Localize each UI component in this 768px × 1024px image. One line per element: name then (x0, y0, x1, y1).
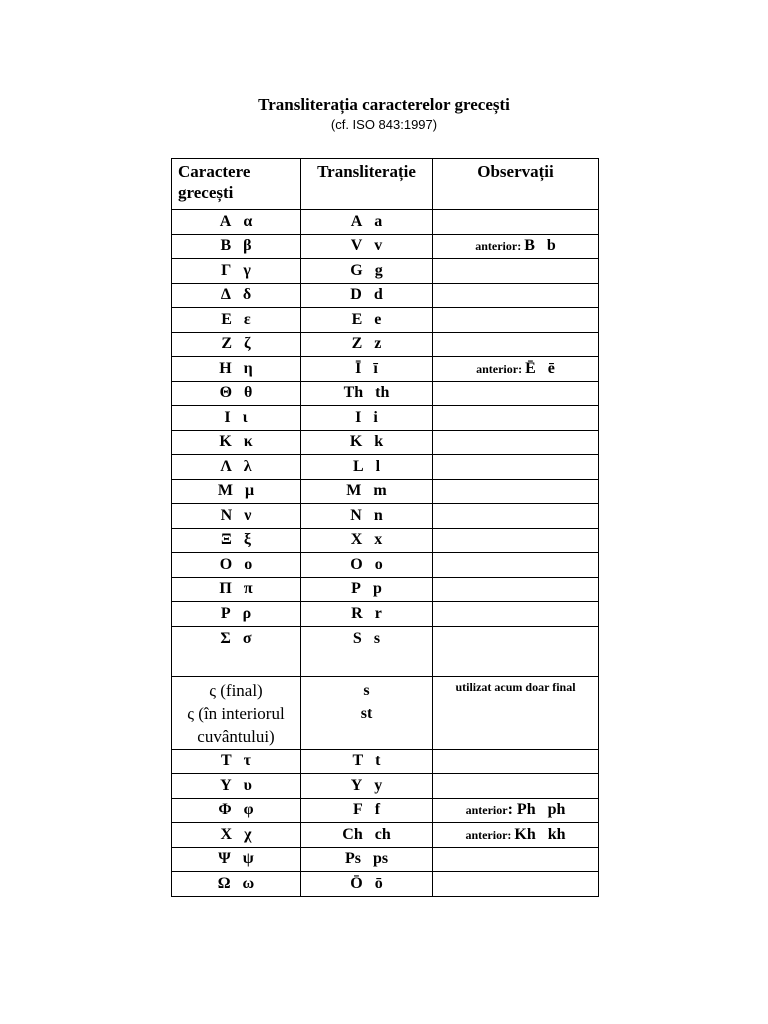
greek-cell (172, 872, 301, 897)
greek-cell (172, 528, 301, 553)
greek-upper: Ρ (220, 604, 231, 622)
greek-lower: ζ (244, 335, 251, 353)
greek-upper: Ζ (221, 335, 233, 353)
greek-upper: Ο (219, 555, 233, 573)
note-cell (433, 308, 599, 333)
table-row (172, 602, 599, 627)
greek-upper: Ν (220, 506, 233, 524)
note-cell (433, 406, 599, 431)
latin-upper: M (346, 482, 362, 500)
latin-cell (301, 504, 433, 529)
greek-lower: φ (243, 801, 254, 819)
note-cell (433, 455, 599, 480)
latin-upper: S (352, 629, 362, 647)
note-cell (433, 259, 599, 284)
document-subtitle: (cf. ISO 843:1997) (330, 117, 438, 132)
latin-cell (301, 823, 433, 848)
table-row (172, 774, 599, 799)
latin-cell (301, 381, 433, 406)
table-row (172, 479, 599, 504)
greek-lower: ο (244, 555, 253, 573)
greek-lower: ρ (242, 604, 252, 622)
latin-upper: Ō (350, 874, 363, 892)
note-cell (433, 749, 599, 774)
latin-cell (301, 774, 433, 799)
final-sigma-latin-cell (301, 676, 433, 749)
table-row (172, 528, 599, 553)
note-cell (433, 823, 599, 848)
latin-cell (301, 749, 433, 774)
latin-cell (301, 553, 433, 578)
latin-lower: g (374, 261, 383, 279)
header-observations: Observații (433, 159, 599, 210)
latin-upper: F (352, 801, 363, 819)
greek-lower: σ (242, 629, 252, 647)
greek-cell (172, 774, 301, 799)
greek-upper: Θ (219, 384, 233, 402)
table-row (172, 872, 599, 897)
latin-upper: Ps (344, 850, 361, 868)
greek-cell (172, 381, 301, 406)
latin-upper: R (351, 604, 363, 622)
greek-cell (172, 234, 301, 259)
latin-lower: z (374, 335, 382, 353)
latin-lower: n (373, 506, 383, 524)
greek-cell (172, 798, 301, 823)
header-greek-characters: Caractere grecești (172, 159, 301, 210)
latin-upper: O (350, 555, 363, 573)
greek-lower: τ (243, 752, 252, 770)
table-row (172, 553, 599, 578)
table-row (172, 234, 599, 259)
table-row (172, 308, 599, 333)
greek-cell (172, 332, 301, 357)
latin-cell (301, 234, 433, 259)
greek-cell (172, 259, 301, 284)
table-row (172, 823, 599, 848)
latin-lower: r (374, 604, 382, 622)
greek-upper: Ξ (221, 531, 232, 549)
interior-sigma-line: ς (în interiorul (187, 703, 285, 723)
greek-upper: Δ (220, 286, 231, 304)
greek-upper: Σ (220, 629, 231, 647)
latin-cell (301, 626, 433, 676)
greek-upper: Π (219, 580, 232, 598)
latin-upper: E (351, 310, 363, 328)
latin-lower: p (372, 580, 382, 598)
note-cell (433, 234, 599, 259)
final-sigma-line: ς (final) (209, 680, 263, 700)
greek-lower: μ (245, 482, 255, 500)
interior-sigma-line-cont: cuvântului) (197, 726, 275, 746)
latin-cell (301, 798, 433, 823)
table-row (172, 332, 599, 357)
greek-cell (172, 479, 301, 504)
greek-cell (172, 626, 301, 676)
note-cell (433, 357, 599, 382)
latin-lower: t (375, 752, 381, 770)
greek-upper: Η (219, 359, 232, 377)
latin-upper: A (350, 212, 363, 230)
greek-upper: Ψ (218, 850, 231, 868)
latin-upper: Th (343, 384, 364, 402)
latin-cell (301, 308, 433, 333)
greek-lower: χ (244, 825, 252, 843)
greek-upper: Φ (218, 801, 232, 819)
latin-cell (301, 259, 433, 284)
greek-cell (172, 455, 301, 480)
greek-cell (172, 553, 301, 578)
greek-lower: λ (243, 457, 252, 475)
latin-upper: X (350, 531, 363, 549)
transliteration-table (171, 158, 599, 897)
latin-upper: K (349, 433, 363, 451)
note-cell (433, 528, 599, 553)
latin-lower: f (374, 801, 381, 819)
table-row (172, 430, 599, 455)
latin-lower: ī (373, 359, 378, 377)
greek-cell (172, 749, 301, 774)
greek-upper: Α (219, 212, 232, 230)
final-sigma-greek-cell (172, 676, 301, 749)
latin-upper: P (351, 580, 361, 598)
final-sigma-note-cell: utilizat acum doar final (433, 676, 599, 749)
greek-cell (172, 406, 301, 431)
note-value: : Ph ph (507, 801, 566, 819)
greek-upper: Τ (220, 752, 232, 770)
latin-cell (301, 479, 433, 504)
greek-lower: θ (244, 384, 253, 402)
latin-lower: y (374, 776, 383, 794)
note-cell (433, 479, 599, 504)
greek-upper: Ε (221, 310, 232, 328)
note-cell (433, 798, 599, 823)
final-latin-line1: s (363, 681, 370, 699)
note-cell (433, 577, 599, 602)
latin-upper: G (350, 261, 363, 279)
note-cell (433, 381, 599, 406)
note-value: B b (524, 237, 556, 255)
greek-lower: ι (242, 408, 248, 426)
latin-cell (301, 210, 433, 235)
greek-upper: Ι (224, 408, 231, 426)
latin-lower: s (373, 629, 381, 647)
latin-upper: Y (350, 776, 363, 794)
latin-lower: th (375, 384, 390, 402)
greek-cell (172, 577, 301, 602)
greek-upper: Μ (217, 482, 234, 500)
greek-cell (172, 823, 301, 848)
latin-upper: Z (351, 335, 363, 353)
header-transliteration: Transliterație (301, 159, 433, 210)
table-row (172, 455, 599, 480)
greek-upper: Ω (217, 874, 231, 892)
latin-lower: l (375, 457, 381, 475)
greek-lower: β (243, 237, 252, 255)
latin-lower: a (374, 212, 383, 230)
greek-cell (172, 210, 301, 235)
table-row (172, 406, 599, 431)
greek-cell (172, 308, 301, 333)
note-label: anterior (465, 803, 508, 818)
latin-upper: V (350, 237, 363, 255)
latin-upper: I (355, 408, 362, 426)
greek-cell (172, 602, 301, 627)
table-row (172, 749, 599, 774)
table-row (172, 381, 599, 406)
latin-lower: ō (374, 874, 383, 892)
latin-cell (301, 455, 433, 480)
latin-cell (301, 847, 433, 872)
table-header-row (172, 159, 599, 210)
table-row (172, 798, 599, 823)
greek-lower: ω (242, 874, 255, 892)
note-cell (433, 504, 599, 529)
greek-cell (172, 283, 301, 308)
table-row (172, 357, 599, 382)
greek-lower: γ (243, 261, 251, 279)
greek-lower: ν (244, 506, 252, 524)
latin-lower: k (374, 433, 384, 451)
latin-upper: T (352, 752, 364, 770)
latin-lower: x (374, 531, 383, 549)
latin-lower: e (374, 310, 382, 328)
greek-lower: π (243, 580, 253, 598)
table-body (172, 210, 599, 897)
latin-cell (301, 332, 433, 357)
note-value: Ē ē (525, 359, 555, 377)
note-cell (433, 626, 599, 676)
latin-cell (301, 577, 433, 602)
greek-upper: Β (220, 237, 232, 255)
greek-lower: ε (243, 310, 251, 328)
latin-lower: i (373, 408, 378, 426)
latin-cell (301, 406, 433, 431)
greek-cell (172, 847, 301, 872)
latin-upper: L (352, 457, 364, 475)
latin-cell (301, 357, 433, 382)
latin-upper: Ch (342, 825, 363, 843)
greek-lower: υ (243, 776, 252, 794)
greek-upper: Γ (221, 261, 232, 279)
latin-lower: ch (374, 825, 391, 843)
table-row (172, 210, 599, 235)
greek-lower: δ (242, 286, 252, 304)
latin-upper: N (350, 506, 362, 524)
latin-upper: Ī (355, 359, 362, 377)
latin-lower: m (373, 482, 387, 500)
greek-upper: Υ (220, 776, 232, 794)
latin-cell (301, 528, 433, 553)
note-cell (433, 872, 599, 897)
greek-cell (172, 504, 301, 529)
latin-lower: o (374, 555, 383, 573)
document-title: Transliterația caracterelor grecești (258, 95, 510, 114)
note-cell (433, 847, 599, 872)
note-label: anterior: (465, 827, 515, 842)
latin-cell (301, 283, 433, 308)
latin-cell (301, 602, 433, 627)
greek-lower: η (243, 359, 253, 377)
note-cell (433, 283, 599, 308)
table-row-final-sigma (172, 676, 599, 749)
latin-cell (301, 872, 433, 897)
note-label: anterior: (475, 239, 525, 254)
table-row (172, 504, 599, 529)
latin-lower: ps (372, 850, 389, 868)
greek-upper: Κ (219, 433, 232, 451)
note-cell (433, 553, 599, 578)
note-cell (433, 602, 599, 627)
latin-upper: D (350, 286, 362, 304)
greek-lower: ψ (242, 850, 254, 868)
latin-lower: v (374, 237, 383, 255)
note-cell (433, 210, 599, 235)
note-cell (433, 430, 599, 455)
table-row (172, 577, 599, 602)
note-value: Kh kh (514, 825, 566, 843)
greek-upper: Λ (220, 457, 232, 475)
note-label: anterior: (476, 361, 526, 376)
table-row (172, 283, 599, 308)
greek-lower: α (243, 212, 253, 230)
greek-cell (172, 357, 301, 382)
latin-cell (301, 430, 433, 455)
table-row-sigma (172, 626, 599, 676)
greek-lower: ξ (243, 531, 251, 549)
greek-lower: κ (243, 433, 253, 451)
greek-upper: Χ (220, 825, 233, 843)
greek-cell (172, 430, 301, 455)
table-row (172, 259, 599, 284)
note-cell (433, 774, 599, 799)
table-row (172, 847, 599, 872)
note-cell (433, 332, 599, 357)
final-latin-line2: st (360, 704, 373, 722)
latin-lower: d (373, 286, 383, 304)
